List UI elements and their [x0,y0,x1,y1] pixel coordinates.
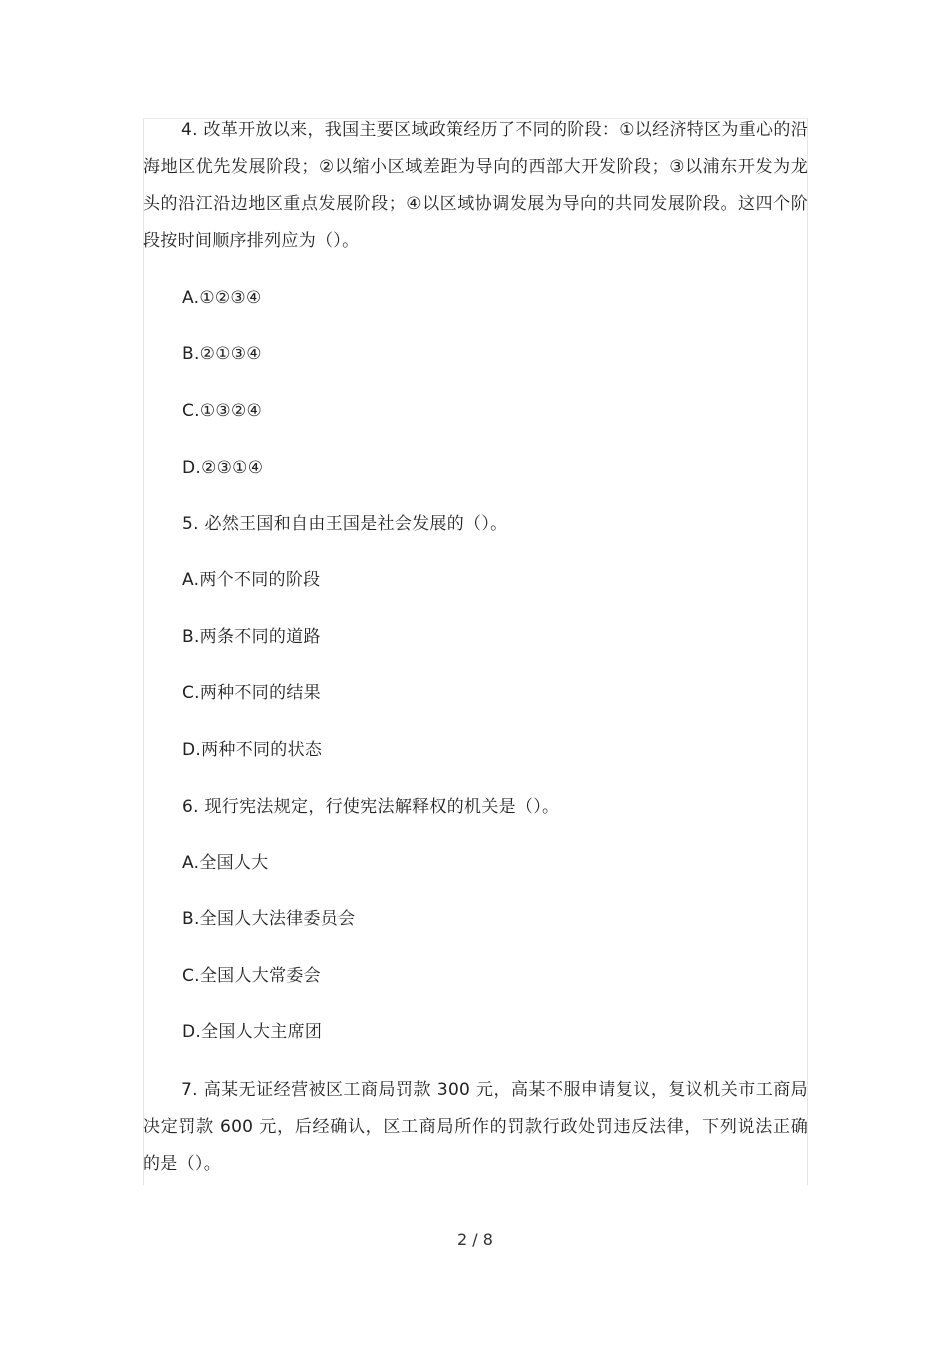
page-number: 2 / 8 [457,1230,493,1249]
question-4-stem: 4. 改革开放以来，我国主要区域政策经历了不同的阶段：①以经济特区为重心的沿海地区优先发展阶段；②以缩小区域差距为导向的西部大开发阶段；③以浦东开发为龙头的沿江沿边地区重点发展阶段；④以区域协调发展为导向的共同发展阶段。这四个阶段按时间顺序排列应为（）。 [143,120,808,251]
question-6-option-b: B.全国人大法律委员会 [182,909,356,929]
question-4-option-b: B.②①③④ [182,344,262,364]
question-6-option-d: D.全国人大主席团 [182,1022,323,1042]
question-4-option-c: C.①③②④ [182,401,263,421]
question-4-option-a: A.①②③④ [182,288,262,308]
question-5-option-b: B.两条不同的道路 [182,627,321,647]
question-5-stem: 5. 必然王国和自由王国是社会发展的（）。 [182,514,508,534]
question-6-option-a: A.全国人大 [182,853,269,873]
question-5-option-a: A.两个不同的阶段 [182,570,321,590]
question-5-option-c: C.两种不同的结果 [182,683,321,703]
question-6-stem: 6. 现行宪法规定，行使宪法解释权的机关是（）。 [182,797,560,817]
question-4-option-d: D.②③①④ [182,458,264,478]
question-5-option-d: D.两种不同的状态 [182,740,323,760]
question-6-option-c: C.全国人大常委会 [182,966,321,986]
question-7-stem: 7. 高某无证经营被区工商局罚款 300 元，高某不服申请复议，复议机关市工商局决定罚款 600 元，后经确认，区工商局所作的罚款行政处罚违反法律，下列说法正确的是（）。 [143,1080,808,1174]
